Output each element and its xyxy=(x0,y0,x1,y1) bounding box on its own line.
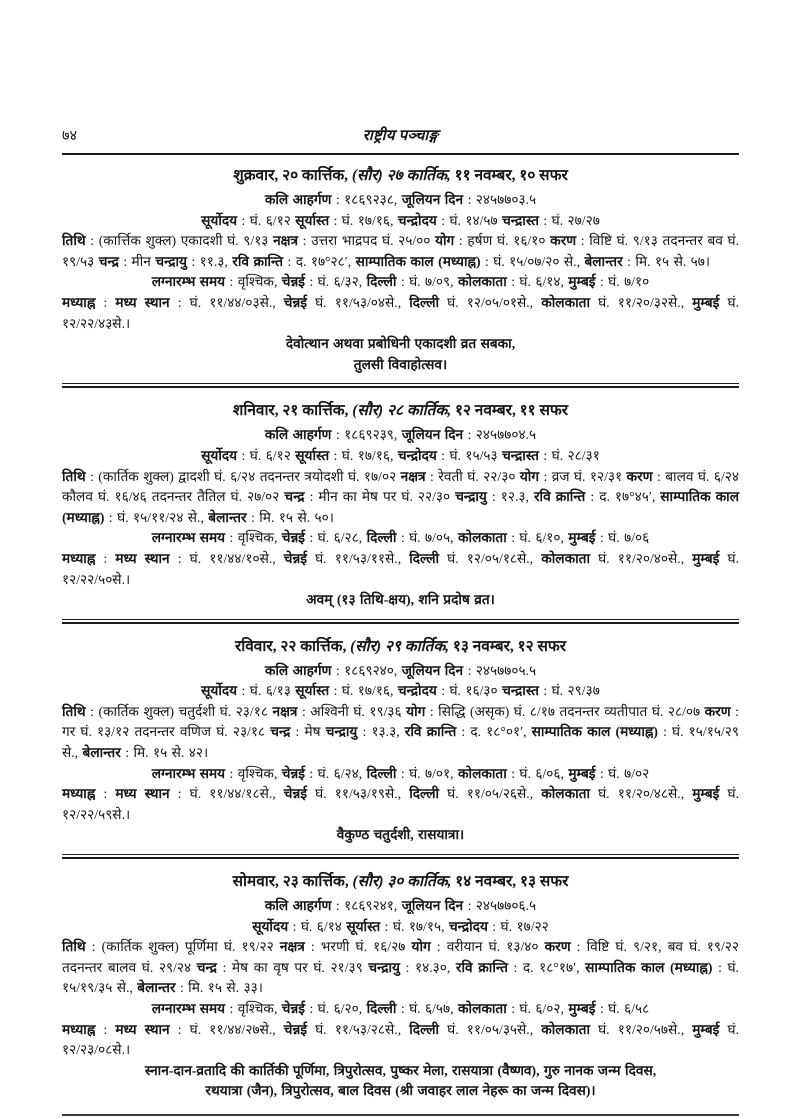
day-title xyxy=(62,399,739,422)
text-segment: : घं. ७/०२ xyxy=(595,765,650,781)
text-segment: : घं. ११/४४/१८से., xyxy=(169,786,284,802)
text-segment: : घं. ६/१४, xyxy=(506,274,569,290)
section-divider xyxy=(62,383,739,388)
text-segment: नक्षत्र xyxy=(273,233,299,249)
text-segment: सूर्योदय xyxy=(201,212,238,228)
text-segment: योग xyxy=(406,703,426,719)
section-divider xyxy=(62,854,739,859)
day-section xyxy=(62,861,739,1108)
text-segment: : मि. १५ से. ५७। xyxy=(622,253,711,269)
text-segment: देवोत्थान अथवा प्रबोधिनी एकादशी व्रत सबका, xyxy=(285,336,516,352)
text-segment: साम्पातिक काल (मध्याह्न) xyxy=(531,724,658,740)
text-segment: कोलकाता xyxy=(458,274,507,290)
text-segment: घं. १२/०५/१८से., xyxy=(439,550,542,566)
text-segment: करण xyxy=(544,939,571,955)
text-segment: : xyxy=(95,294,116,310)
text-segment: : २४५७७०५.५ xyxy=(463,662,537,678)
text-segment: तिथि xyxy=(62,233,86,249)
text-segment: : द. १८°१७′, xyxy=(507,959,586,975)
text-segment: चन्द्र xyxy=(196,959,217,975)
text-segment: सूर्यास्त xyxy=(295,683,330,699)
text-segment: घं. १२/२३/०८से.। xyxy=(62,1021,739,1058)
text-segment: शुक्रवार, २० कार्त्तिक, xyxy=(233,167,352,184)
text-segment: चन्द्रोदय xyxy=(448,918,488,934)
text-segment: चन्द्रास्त xyxy=(502,212,539,228)
text-segment: रवि क्रान्ति xyxy=(533,489,586,505)
text-segment: चेन्नई xyxy=(283,294,307,310)
text-segment: मुम्बई xyxy=(692,550,720,566)
text-segment: (सौर) २७ कार्तिक, xyxy=(351,167,451,184)
text-segment: मुम्बई xyxy=(568,1001,596,1016)
text-segment: : घं. ६/३२, xyxy=(305,274,367,290)
text-segment: लग्नारम्भ समय xyxy=(151,274,226,290)
text-segment: : मीन xyxy=(118,253,156,269)
text-segment: : घं. २९/३७ xyxy=(538,683,600,699)
text-segment: : २४५७७०६.५ xyxy=(463,898,537,914)
text-segment: सूर्योदय xyxy=(201,683,238,699)
sun-moon-line xyxy=(62,446,739,467)
text-segment: दिल्ली xyxy=(409,786,440,802)
text-segment: मुम्बई xyxy=(692,294,720,310)
text-segment: शनिवार, २१ कार्त्तिक, xyxy=(232,402,353,420)
text-segment: सोमवार, २३ कार्त्तिक, xyxy=(232,873,353,891)
text-segment: : घं. १५/१५/२९ से., xyxy=(62,724,739,761)
text-segment: : घं. ७/०५, xyxy=(396,530,459,546)
tithi-paragraph xyxy=(62,231,739,272)
text-segment: योग xyxy=(435,233,455,249)
text-segment: : घं. ७/०६ xyxy=(595,530,650,546)
text-segment: चेन्नई xyxy=(281,765,306,781)
text-segment: जूलियन दिन xyxy=(401,192,464,207)
text-segment: घं. ११/५३/११से., xyxy=(307,550,410,566)
text-segment: : हर्षण घं. १६/१० xyxy=(454,233,551,249)
festival-line xyxy=(62,825,739,846)
text-segment: साम्पातिक काल (मध्याह्न) xyxy=(585,959,713,975)
text-segment: : घं. १४/५७ xyxy=(436,212,503,228)
festival-line xyxy=(62,334,739,355)
text-segment: ११ नवम्बर, १० सफर xyxy=(450,167,568,184)
madhyahna-line xyxy=(62,549,739,590)
text-segment: : घं. २७/२७ xyxy=(538,212,600,228)
page-title: राष्ट्रीय पञ्चाङ्ग xyxy=(362,128,439,144)
text-segment: (सौर) २९ कार्तिक, xyxy=(350,637,450,655)
text-segment: : वृश्चिक, xyxy=(225,765,282,781)
text-segment: : २४५७७०४.५ xyxy=(463,427,537,443)
text-segment: : घं. १६/३० xyxy=(436,683,503,699)
text-segment: योग xyxy=(519,468,540,484)
text-segment: कोलकाता xyxy=(458,765,507,781)
text-segment: : द. १८°०१′, xyxy=(456,724,532,740)
text-segment: : घं. ६/१४ xyxy=(288,918,347,934)
text-segment: : व्रज घं. १२/३१ xyxy=(539,468,627,484)
text-segment: : xyxy=(95,550,116,566)
text-segment: : घं. ६/०२, xyxy=(506,1001,569,1016)
text-segment: : (कार्तिक शुक्ल) चतुर्दशी घं. २३/१८ xyxy=(85,703,273,719)
madhyahna-line xyxy=(62,293,739,334)
text-segment: वैकुण्ठ चतुर्दशी, रासयात्रा। xyxy=(336,827,465,843)
text-segment: चेन्नई xyxy=(281,1001,306,1016)
text-segment: : xyxy=(95,1021,116,1037)
kali-ahargan-line xyxy=(62,425,739,446)
kali-ahargan-line xyxy=(62,190,739,211)
text-segment: : १२.३, xyxy=(486,489,534,505)
text-segment: : १४.३०, xyxy=(400,959,456,975)
text-segment: : सिद्धि (असृक) घं. ८/१७ तदनन्तर व्यतीपात घं. २८/०७ xyxy=(425,703,705,719)
text-segment: मध्य स्थान xyxy=(115,786,170,802)
text-segment: चन्द्रोदय xyxy=(397,683,437,699)
text-segment: तुलसी विवाहोत्सव। xyxy=(353,356,448,372)
text-segment: : विष्टि घं. ९/१३ तदनन्तर बव घं. १९/५३ xyxy=(62,233,740,269)
text-segment: : घं. ११/४४/०३से., xyxy=(169,294,284,310)
day-section xyxy=(62,155,739,381)
text-segment: दिल्ली xyxy=(409,550,440,566)
text-segment: : घं. १७/२२ xyxy=(487,918,549,934)
text-segment: चन्द्र xyxy=(284,489,305,505)
text-segment: लग्नारम्भ समय xyxy=(151,530,226,546)
text-segment: : गर घं. १३/१२ तदनन्तर वणिज घं. २३/१८ xyxy=(62,703,739,740)
madhyahna-line xyxy=(62,1020,739,1061)
text-segment: : मेष xyxy=(290,724,326,740)
text-segment: : मि. १५ से. ३३। xyxy=(175,980,263,996)
text-segment: : घं. ६/१२ xyxy=(237,447,296,463)
text-segment: १४ नवम्बर, १३ सफर xyxy=(451,873,569,891)
text-segment: (सौर) ३० कार्तिक, xyxy=(352,873,452,891)
text-segment: कलि आहर्गण xyxy=(264,898,332,914)
text-segment: जूलियन दिन xyxy=(401,427,464,443)
text-segment: चन्द्रायु xyxy=(155,253,187,269)
text-segment: घं. ११/०५/२६से., xyxy=(439,786,542,802)
text-segment: दिल्ली xyxy=(409,294,440,310)
text-segment: : घं. १५/१९/३५ से., xyxy=(62,959,739,996)
text-segment: करण xyxy=(704,703,731,719)
text-segment: : मीन का मेष पर घं. २२/३० xyxy=(304,489,456,505)
text-segment: मध्य स्थान xyxy=(115,294,170,310)
text-segment: : विष्टि घं. ९/२१, बव घं. १९/२२ तदनन्तर बालव घं. २९/२४ xyxy=(62,939,739,975)
festival-line xyxy=(62,355,739,376)
text-segment: : अश्विनी घं. १९/३६ xyxy=(297,703,407,719)
text-segment: बेलान्तर xyxy=(208,509,247,525)
text-segment: मुम्बई xyxy=(568,765,596,781)
text-segment: कोलकाता xyxy=(458,530,507,546)
text-segment: : घं. १७/१६, xyxy=(329,212,398,228)
sun-moon-line xyxy=(62,211,739,232)
text-segment: : भरणी घं. १६/२७ xyxy=(304,939,412,955)
text-segment: : घं. १५/५३ xyxy=(436,447,503,463)
text-segment: नक्षत्र xyxy=(400,468,426,484)
text-segment: : १३.३, xyxy=(357,724,405,740)
text-segment: : रेवती घं. २२/३० xyxy=(425,468,520,484)
text-segment: : मेष का वृष पर घं. २१/३९ xyxy=(216,959,369,975)
text-segment: जूलियन दिन xyxy=(401,662,464,678)
text-segment: साम्पातिक काल (मध्याह्न) xyxy=(355,253,481,269)
text-segment: : १८६९२४०, xyxy=(331,662,402,678)
text-segment: : घं. १७/१६, xyxy=(329,447,398,463)
kali-ahargan-line xyxy=(62,661,739,682)
text-segment: करण xyxy=(626,468,653,484)
text-segment: : १८६९२३९, xyxy=(331,427,402,443)
text-segment: : १८६९२३८, xyxy=(331,192,402,207)
text-segment: लग्नारम्भ समय xyxy=(151,765,226,781)
text-segment: : घं. ६/०६, xyxy=(506,765,569,781)
text-segment: दिल्ली xyxy=(366,1001,397,1016)
text-segment: : वृश्चिक, xyxy=(225,1001,282,1016)
text-segment: दिल्ली xyxy=(366,530,397,546)
text-segment: चन्द्र xyxy=(270,724,291,740)
text-segment: रविवार, २२ कार्त्तिक, xyxy=(234,637,351,655)
tithi-paragraph xyxy=(62,467,739,529)
text-segment: : १८६९२४१, xyxy=(331,898,402,914)
text-segment: मध्याह्न xyxy=(62,550,96,566)
page-header xyxy=(62,126,739,146)
text-segment: : घं. ७/०९, xyxy=(396,274,459,290)
text-segment: : घं. १७/१६, xyxy=(329,683,398,699)
festival-line xyxy=(62,1081,739,1102)
text-segment: (सौर) २८ कार्तिक, xyxy=(352,402,452,420)
text-segment: दिल्ली xyxy=(366,274,397,290)
text-segment: चन्द्रोदय xyxy=(397,447,437,463)
text-segment: घं. ११/५३/१९से., xyxy=(307,786,410,802)
text-segment: घं. १२/२२/५०से.। xyxy=(62,550,739,587)
sun-moon-line xyxy=(62,917,739,938)
text-segment: सूर्योदय xyxy=(252,918,289,934)
day-sections xyxy=(62,155,739,1108)
text-segment: : द. १७°२८′, xyxy=(283,253,356,269)
text-segment: : (कार्तिक शुक्ल) पूर्णिमा घं. १९/२२ xyxy=(85,939,280,955)
text-segment: रवि क्रान्ति xyxy=(404,724,457,740)
text-segment: : घं. ६/२४, xyxy=(305,765,367,781)
text-segment: : घं. १७/१५, xyxy=(380,918,449,934)
text-segment: चेन्नई xyxy=(283,786,307,802)
text-segment: चन्द्रायु xyxy=(368,959,400,975)
text-segment: मध्याह्न xyxy=(62,294,96,310)
text-segment: बेलान्तर xyxy=(137,980,176,996)
text-segment: : xyxy=(95,786,116,802)
madhyahna-line xyxy=(62,784,739,825)
text-segment: कोलकाता xyxy=(541,294,590,310)
text-segment: : घं. ६/२८, xyxy=(305,530,367,546)
text-segment: : वरीयान घं. १३/४० xyxy=(430,939,545,955)
page-number: ७४ xyxy=(62,128,78,144)
text-segment: रवि क्रान्ति xyxy=(232,253,284,269)
text-segment: करण xyxy=(550,233,577,249)
text-segment: : घं. ६/२०, xyxy=(305,1001,367,1016)
text-segment: योग xyxy=(411,939,431,955)
lagna-line xyxy=(62,764,739,785)
text-segment: : घं. ७/१० xyxy=(595,274,650,290)
text-segment: रथयात्रा (जैन), त्रिपुरोत्सव, बाल दिवस (श्री जवाहर लाल नेहरू का जन्म दिवस)। xyxy=(205,1083,596,1099)
section-divider xyxy=(62,619,739,624)
text-segment: नक्षत्र xyxy=(272,703,298,719)
text-segment: घं. १२/०५/०१से., xyxy=(439,294,542,310)
text-segment: कोलकाता xyxy=(458,1001,507,1016)
day-title xyxy=(62,164,739,187)
text-segment: लग्नारम्भ समय xyxy=(151,1001,226,1016)
text-segment: चन्द्र xyxy=(98,253,119,269)
tithi-paragraph xyxy=(62,937,739,999)
text-segment: घं. ११/५३/०४से., xyxy=(307,294,410,310)
text-segment: सूर्यास्त xyxy=(346,918,381,934)
text-segment: : (कार्तिक शुक्ल) द्वादशी घं. ६/२४ तदनन्तर त्रयोदशी घं. १७/०२ xyxy=(85,468,401,484)
text-segment: दिल्ली xyxy=(366,765,397,781)
text-segment: चन्द्रास्त xyxy=(502,447,539,463)
text-segment: घं. ११/२०/५७से., xyxy=(590,1021,693,1037)
text-segment: : उत्तरा भाद्रपद घं. २५/०० xyxy=(298,233,436,249)
text-segment: मध्य स्थान xyxy=(115,550,170,566)
text-segment: : वृश्चिक, xyxy=(225,274,282,290)
text-segment: चेन्नई xyxy=(283,1021,307,1037)
text-segment: कलि आहर्गण xyxy=(264,427,332,443)
text-segment: कलि आहर्गण xyxy=(264,662,332,678)
text-segment: चन्द्रायु xyxy=(455,489,487,505)
text-segment: चेन्नई xyxy=(281,274,306,290)
text-segment: : (कार्त्तिक शुक्ल) एकादशी घं. ९/१३ xyxy=(85,233,274,249)
text-segment: बेलान्तर xyxy=(584,253,623,269)
lagna-line xyxy=(62,999,739,1020)
kali-ahargan-line xyxy=(62,896,739,917)
text-segment: अवम् (१३ तिथि-क्षय), शनि प्रदोष व्रत। xyxy=(306,592,495,608)
text-segment: : द. १७°४५′, xyxy=(585,489,661,505)
text-segment: सूर्यास्त xyxy=(295,212,330,228)
text-segment: मुम्बई xyxy=(692,1021,720,1037)
text-segment: : ११.३, xyxy=(187,253,233,269)
text-segment: : घं. २८/३१ xyxy=(538,447,600,463)
text-segment: बेलान्तर xyxy=(82,745,121,761)
text-segment: : घं. ७/०१, xyxy=(396,765,459,781)
text-segment: दिल्ली xyxy=(409,1021,440,1037)
text-segment: : बालव घं. ६/२४ कौलव घं. १६/४६ तदनन्तर तैतिल घं. २७/०२ xyxy=(62,468,739,505)
text-segment: : घं. ६/५८ xyxy=(595,1001,650,1016)
text-segment: : घं. ६/१०, xyxy=(506,530,569,546)
text-segment: : २४५७७०३.५ xyxy=(463,192,537,207)
text-segment: चेन्नई xyxy=(281,530,306,546)
text-segment: चन्द्रास्त xyxy=(502,683,539,699)
text-segment: नक्षत्र xyxy=(279,939,305,955)
text-segment: मध्य स्थान xyxy=(115,1021,170,1037)
text-segment: : वृश्चिक, xyxy=(225,530,282,546)
text-segment: सूर्योदय xyxy=(201,447,238,463)
text-segment: तिथि xyxy=(62,703,86,719)
text-segment: घं. ११/०५/३५से., xyxy=(439,1021,542,1037)
text-segment: मुम्बई xyxy=(692,786,720,802)
text-segment: कोलकाता xyxy=(541,550,590,566)
text-segment: घं. ११/२०/४८से., xyxy=(590,786,693,802)
text-segment: मुम्बई xyxy=(568,274,596,290)
text-segment: : मि. १५ से. ४२। xyxy=(120,745,209,761)
sun-moon-line xyxy=(62,681,739,702)
text-segment: रवि क्रान्ति xyxy=(455,959,508,975)
text-segment: : मि. १५ से. ५०। xyxy=(246,509,334,525)
text-segment: घं. १२/२२/५९से.। xyxy=(62,786,739,822)
text-segment: मध्याह्न xyxy=(62,1021,96,1037)
text-segment: : घं. ६/१३ xyxy=(237,683,296,699)
text-segment: : घं. १५/११/२४ से., xyxy=(104,509,209,525)
day-title xyxy=(62,870,739,893)
text-segment: : घं. ६/५७, xyxy=(396,1001,459,1016)
text-segment: : घं. १५/०७/२० से., xyxy=(480,253,585,269)
text-segment: १३ नवम्बर, १२ सफर xyxy=(449,637,567,655)
tithi-paragraph xyxy=(62,702,739,764)
text-segment: घं. ११/५३/२८से., xyxy=(307,1021,410,1037)
lagna-line xyxy=(62,528,739,549)
text-segment: कोलकाता xyxy=(541,1021,590,1037)
text-segment: : घं. ६/१२ xyxy=(237,212,296,228)
text-segment: साम्पातिक काल (मध्याह्न) xyxy=(62,489,739,525)
bottom-rule xyxy=(62,1114,739,1116)
text-segment: जूलियन दिन xyxy=(401,898,464,914)
text-segment: मध्याह्न xyxy=(62,786,96,802)
text-segment: कलि आहर्गण xyxy=(264,192,332,207)
text-segment: घं. ११/२०/४०से., xyxy=(590,550,693,566)
text-segment: : घं. ११/४४/१०से., xyxy=(169,550,284,566)
text-segment: कोलकाता xyxy=(541,786,590,802)
text-segment: तिथि xyxy=(62,468,86,484)
text-segment: घं. ११/२०/३२से., xyxy=(590,294,693,310)
text-segment: मुम्बई xyxy=(568,530,596,546)
text-segment: सूर्यास्त xyxy=(295,447,330,463)
text-segment: चन्द्रोदय xyxy=(397,212,437,228)
day-title xyxy=(62,635,739,658)
text-segment: १२ नवम्बर, ११ सफर xyxy=(451,402,569,420)
text-segment: तिथि xyxy=(62,939,86,955)
day-section xyxy=(62,626,739,852)
text-segment: स्नान-दान-व्रतादि की कार्तिकी पूर्णिमा, त्रिपुरोत्सव, पुष्कर मेला, रासयात्रा (वैष्णव), गुरु नानक जन्म दिवस, xyxy=(144,1062,657,1078)
text-segment: चेन्नई xyxy=(283,550,307,566)
text-segment: : घं. ११/४४/२७से., xyxy=(169,1021,284,1037)
text-segment: घं. १२/२२/४३से.। xyxy=(62,294,739,331)
day-section xyxy=(62,390,739,616)
text-segment: चन्द्रायु xyxy=(325,724,358,740)
festival-line xyxy=(62,590,739,611)
festival-line xyxy=(62,1061,739,1082)
lagna-line xyxy=(62,272,739,293)
